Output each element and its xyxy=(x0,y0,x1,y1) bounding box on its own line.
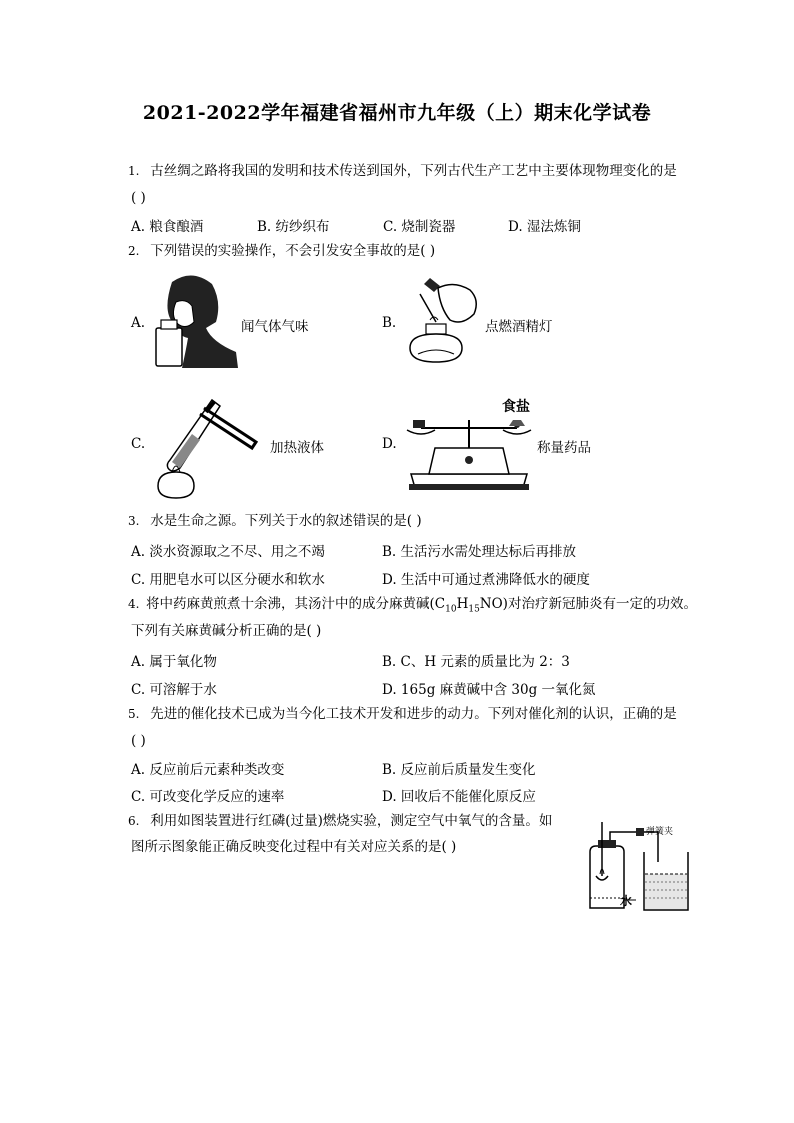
question-5-paren: ( ) xyxy=(131,733,146,749)
option-d: D. 回收后不能催化原反应 xyxy=(382,789,536,805)
option-b: B. C、H 元素的质量比为 2：3 xyxy=(382,654,570,670)
option-b: B. 反应前后质量发生变化 xyxy=(382,762,536,778)
question-1-text xyxy=(128,162,677,180)
heating-liquid-figure xyxy=(148,390,268,500)
question-4-text xyxy=(128,595,697,619)
option-a: A. 粮食酿酒 xyxy=(131,219,204,235)
smell-gas-figure xyxy=(152,272,240,368)
question-number: 4. xyxy=(128,597,140,611)
question-stem: 水是生命之源。下列关于水的叙述错误的是( ) xyxy=(150,513,422,529)
salt-label: 食盐 xyxy=(502,399,530,415)
question-3-text xyxy=(128,512,422,530)
option-b-letter: B. xyxy=(382,315,397,331)
red-phosphorus-apparatus-figure xyxy=(584,822,696,912)
question-stem-a: 将中药麻黄煎煮十余沸，其汤汁中的成分麻黄碱(C xyxy=(146,596,446,612)
question-stem-h: H xyxy=(456,596,469,612)
option-a: A. 淡水资源取之不尽、用之不竭 xyxy=(131,544,325,560)
page-title: 2021-2022学年福建省福州市九年级（上）期末化学试卷 xyxy=(142,102,652,124)
option-d: D. 165g 麻黄碱中含 30g 一氧化氮 xyxy=(382,682,596,698)
question-5-text xyxy=(128,705,677,723)
option-b: B. 纺纱织布 xyxy=(257,219,330,235)
question-2-text xyxy=(128,242,435,260)
option-c: C. 可改变化学反应的速率 xyxy=(131,789,285,805)
option-d: D. 湿法炼铜 xyxy=(508,219,581,235)
option-c-letter: C. xyxy=(131,436,146,452)
question-number: 6. xyxy=(128,814,140,828)
water-label: 水 xyxy=(620,894,633,908)
question-stem: 古丝绸之路将我国的发明和技术传送到国外，下列古代生产工艺中主要体现物理变化的是 xyxy=(150,163,677,179)
question-number: 1. xyxy=(128,164,140,178)
option-c: C. 用肥皂水可以区分硬水和软水 xyxy=(131,572,325,588)
option-d-letter: D. xyxy=(382,436,397,452)
option-b: B. 生活污水需处理达标后再排放 xyxy=(382,544,577,560)
question-stem: 利用如图装置进行红磷(过量)燃烧实验，测定空气中氧气的含量。如 xyxy=(150,813,553,829)
question-6-line2: 图所示图象能正确反映变化过程中有关对应关系的是( ) xyxy=(131,839,457,855)
option-a: A. 属于氧化物 xyxy=(131,654,217,670)
question-number: 2. xyxy=(128,244,140,258)
option-a-caption: 闻气体气味 xyxy=(241,319,309,335)
question-6-text xyxy=(128,812,552,830)
option-a: A. 反应前后元素种类改变 xyxy=(131,762,285,778)
balance-figure xyxy=(405,408,533,492)
question-stem-b: NO)对治疗新冠肺炎有一定的功效。 xyxy=(479,596,697,612)
question-stem: 先进的催化技术已成为当今化工技术开发和进步的动力。下列对催化剂的认识，正确的是 xyxy=(150,706,677,722)
option-c-caption: 加热液体 xyxy=(270,440,324,456)
alcohol-lamp-figure xyxy=(400,274,484,368)
option-d-caption: 称量药品 xyxy=(537,440,591,456)
option-c: C. 可溶解于水 xyxy=(131,682,217,698)
question-number: 3. xyxy=(128,514,140,528)
subscript: 10 xyxy=(445,604,457,615)
option-b-caption: 点燃酒精灯 xyxy=(485,319,553,335)
clamp-label: 弹簧夹 xyxy=(646,827,674,837)
option-d: D. 生活中可通过煮沸降低水的硬度 xyxy=(382,572,590,588)
question-4-line2: 下列有关麻黄碱分析正确的是( ) xyxy=(131,623,322,639)
option-c: C. 烧制瓷器 xyxy=(383,219,456,235)
option-a-letter: A. xyxy=(131,315,146,331)
question-1-paren: ( ) xyxy=(131,190,146,206)
subscript: 15 xyxy=(468,604,480,615)
question-stem: 下列错误的实验操作，不会引发安全事故的是( ) xyxy=(150,243,436,259)
question-number: 5. xyxy=(128,707,140,721)
